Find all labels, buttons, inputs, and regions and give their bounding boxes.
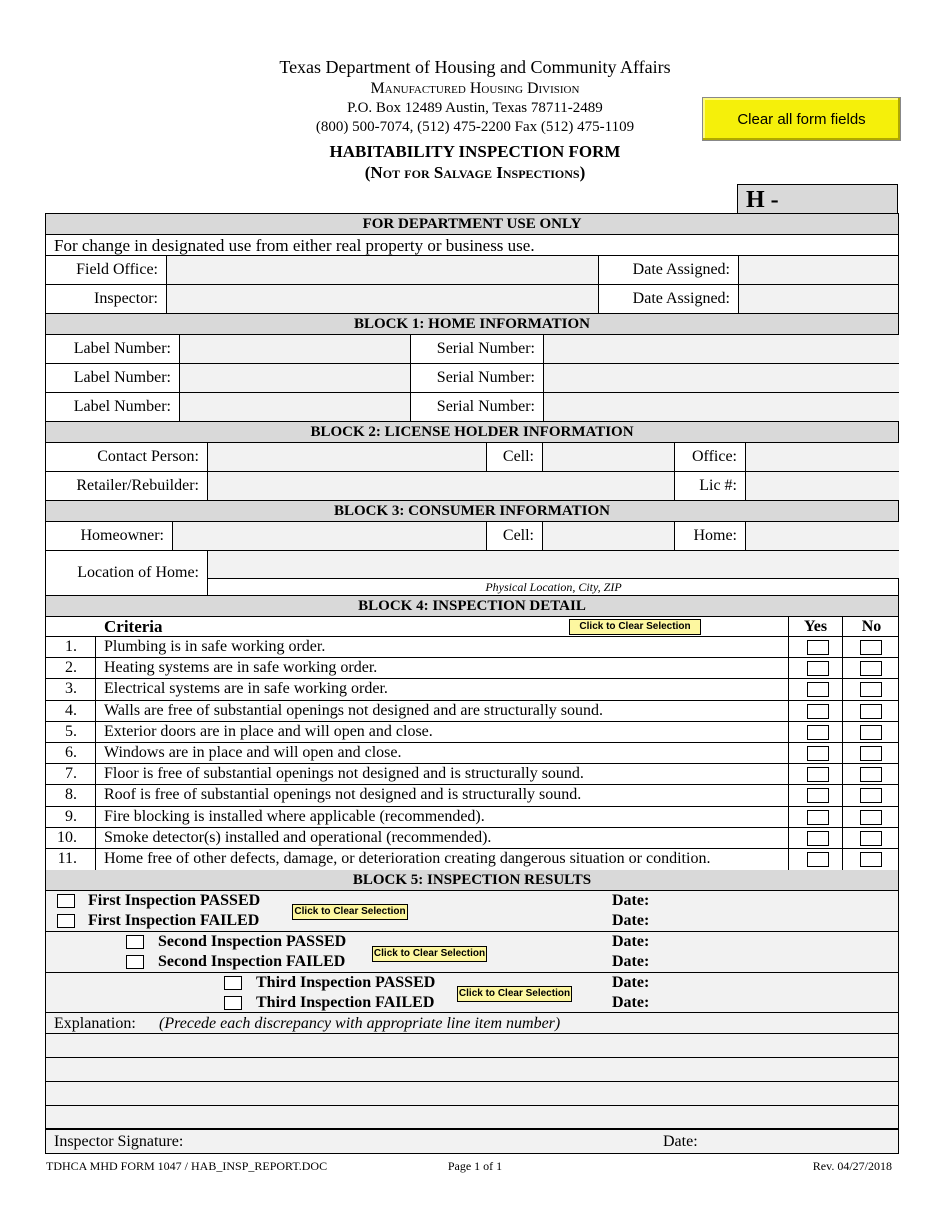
date-assigned-label-1: Date Assigned: [598,256,738,284]
agency-phones: (800) 500-7074, (512) 475-2200 Fax (512) 475-1109 [315,119,635,135]
dept-note: For change in designated use from either real property or business use. [54,236,535,255]
second-inspection-row [46,932,898,973]
criteria-number: 4. [46,701,96,721]
criteria-number: 9. [46,807,96,827]
no-checkbox[interactable] [860,746,882,761]
no-cell [843,679,900,699]
agency-name: Texas Department of Housing and Community Affairs [279,57,671,77]
criteria-text: Electrical systems are in safe working order. [104,680,388,698]
yes-checkbox[interactable] [807,640,829,655]
no-cell [843,701,900,721]
yes-cell [788,828,843,848]
yes-checkbox[interactable] [807,746,829,761]
homeowner-row [46,522,898,551]
label-number-label: Label Number: [73,398,171,415]
homeowner-label: Homeowner: [80,527,164,544]
criteria-text: Fire blocking is installed where applicable (recommended). [104,807,485,825]
footer-revision: Rev. 04/27/2018 [812,1159,892,1173]
office-input[interactable] [745,443,899,471]
inspector-row [46,285,898,314]
criteria-row [46,743,898,764]
explanation-hint: (Precede each discrepancy with appropriate line item number) [159,1015,561,1033]
label-row-3 [46,393,898,422]
block4-header: BLOCK 4: INSPECTION DETAIL [46,596,898,617]
criteria-text: Floor is free of substantial openings not designed and is structurally sound. [104,765,584,783]
criteria-row [46,764,898,785]
clear-criteria-selection-button[interactable]: Click to Clear Selection [569,619,701,635]
no-header [843,617,900,636]
criteria-text: Home free of other defects, damage, or deterioration creating dangerous situation or condition. [104,849,711,867]
no-cell [843,637,900,657]
criteria-row [46,828,898,849]
third-passed-label: Third Inspection PASSED [256,974,436,992]
yes-cell [788,743,843,763]
field-office-input[interactable] [166,256,598,284]
homeowner-input[interactable] [172,522,487,550]
form-subtitle: (Not for Salvage Inspections) [364,163,586,182]
criteria-list [46,637,898,870]
label-number-input[interactable] [179,335,411,363]
first-inspection-row [46,891,898,932]
home-phone-label: Home: [693,527,737,544]
contact-person-label: Contact Person: [97,448,199,465]
lic-input[interactable] [745,472,899,500]
no-label: No [861,618,882,635]
criteria-row [46,722,898,743]
yes-checkbox[interactable] [807,661,829,676]
criteria-number: 2. [46,658,96,678]
criteria-row [46,701,898,722]
yes-cell [788,679,843,699]
yes-checkbox[interactable] [807,704,829,719]
no-cell [843,722,900,742]
serial-number-input[interactable] [543,393,899,421]
yes-checkbox[interactable] [807,767,829,782]
yes-cell [788,637,843,657]
serial-number-label: Serial Number: [436,340,535,357]
clear-first-selection-button[interactable]: Click to Clear Selection [292,904,408,920]
retailer-label: Retailer/Rebuilder: [76,477,199,494]
no-checkbox[interactable] [860,852,882,867]
yes-checkbox[interactable] [807,788,829,803]
yes-cell [788,658,843,678]
second-passed-date-label: Date: [612,933,650,951]
third-failed-label: Third Inspection FAILED [256,994,435,1012]
explanation-line-2[interactable] [46,1058,898,1082]
criteria-number: 3. [46,679,96,699]
signature-date-label: Date: [663,1133,698,1151]
division-name: Manufactured Housing Division [370,80,580,97]
no-cell [843,828,900,848]
clear-third-selection-button[interactable]: Click to Clear Selection [457,986,572,1002]
yes-header [788,617,843,636]
license-cell-label: Cell: [502,448,534,465]
location-label: Location of Home: [77,564,199,581]
yes-cell [788,764,843,784]
agency-address: P.O. Box 12489 Austin, Texas 78711-2489 [347,100,603,116]
yes-cell [788,722,843,742]
second-passed-checkbox[interactable] [126,935,144,949]
criteria-number: 8. [46,785,96,805]
criteria-header-row [46,617,898,637]
criteria-row [46,807,898,828]
first-failed-checkbox[interactable] [57,914,75,928]
home-phone-input[interactable] [745,522,899,550]
no-cell [843,743,900,763]
office-label: Office: [691,448,737,465]
contact-row [46,443,898,472]
first-passed-label: First Inspection PASSED [88,892,261,910]
no-cell [843,807,900,827]
yes-checkbox[interactable] [807,831,829,846]
first-passed-checkbox[interactable] [57,894,75,908]
retailer-input[interactable] [207,472,675,500]
second-failed-checkbox[interactable] [126,955,144,969]
third-passed-checkbox[interactable] [224,976,242,990]
label-number-label: Label Number: [73,369,171,386]
yes-checkbox[interactable] [807,682,829,697]
no-checkbox[interactable] [860,831,882,846]
no-cell [843,764,900,784]
criteria-text: Windows are in place and will open and close. [104,743,402,761]
field-office-row [46,256,898,285]
no-checkbox[interactable] [860,725,882,740]
date-assigned-input-1[interactable] [738,256,898,284]
contact-person-input[interactable] [207,443,487,471]
no-checkbox[interactable] [860,704,882,719]
label-number-input[interactable] [179,393,411,421]
no-checkbox[interactable] [860,661,882,676]
second-failed-label: Second Inspection FAILED [158,953,346,971]
yes-checkbox[interactable] [807,725,829,740]
h-number-field[interactable]: H - [737,184,898,214]
third-passed-date-label: Date: [612,974,650,992]
inspector-label: Inspector: [94,290,158,307]
retailer-row [46,472,898,501]
criteria-label: Criteria [104,617,163,636]
second-failed-date-label: Date: [612,953,650,971]
explanation-line-1[interactable] [46,1034,898,1058]
form-title: HABITABILITY INSPECTION FORM [329,142,621,161]
yes-cell [788,701,843,721]
criteria-text: Exterior doors are in place and will open and close. [104,722,433,740]
block3-header: BLOCK 3: CONSUMER INFORMATION [46,501,898,522]
criteria-row [46,637,898,658]
date-assigned-label-2: Date Assigned: [598,285,738,313]
yes-label: Yes [803,618,828,635]
yes-checkbox[interactable] [807,810,829,825]
no-cell [843,785,900,805]
dept-note-row [46,235,898,256]
no-checkbox[interactable] [860,810,882,825]
signature-row [46,1130,898,1153]
location-hint: Physical Location, City, ZIP [207,579,899,595]
first-failed-date-label: Date: [612,912,650,930]
third-failed-date-label: Date: [612,994,650,1012]
criteria-row [46,785,898,806]
block1-header: BLOCK 1: HOME INFORMATION [46,314,898,335]
third-inspection-row [46,973,898,1013]
serial-number-input[interactable] [543,364,899,392]
criteria-text: Plumbing is in safe working order. [104,638,326,655]
criteria-number: 7. [46,764,96,784]
inspector-input[interactable] [166,285,598,313]
criteria-number: 6. [46,743,96,763]
criteria-text: Smoke detector(s) installed and operational (recommended). [104,828,492,846]
no-checkbox[interactable] [860,682,882,697]
criteria-number: 5. [46,722,96,742]
field-office-label: Field Office: [76,261,158,278]
no-cell [843,658,900,678]
label-row-1 [46,335,898,364]
clear-second-selection-button[interactable]: Click to Clear Selection [372,946,487,962]
serial-number-label: Serial Number: [436,369,535,386]
yes-checkbox[interactable] [807,852,829,867]
yes-cell [788,785,843,805]
criteria-text: Heating systems are in safe working order. [104,659,378,677]
first-failed-label: First Inspection FAILED [88,912,260,930]
lic-label: Lic #: [699,477,737,494]
no-cell [843,849,900,870]
date-assigned-input-2[interactable] [738,285,898,313]
criteria-number: 11. [46,849,96,870]
block5-header: BLOCK 5: INSPECTION RESULTS [46,870,898,891]
criteria-number: 10. [46,828,96,848]
label-row-2 [46,364,898,393]
no-checkbox[interactable] [860,640,882,655]
label-number-label: Label Number: [73,340,171,357]
criteria-row [46,658,898,679]
yes-cell [788,807,843,827]
explanation-line-4[interactable] [46,1106,898,1130]
criteria-row [46,849,898,870]
clear-all-fields-button[interactable]: Clear all form fields [702,97,901,141]
second-passed-label: Second Inspection PASSED [158,933,347,951]
first-passed-date-label: Date: [612,892,650,910]
yes-cell [788,849,843,870]
label-number-input[interactable] [179,364,411,392]
block2-header: BLOCK 2: LICENSE HOLDER INFORMATION [46,422,898,443]
third-failed-checkbox[interactable] [224,996,242,1010]
footer-form-id: TDHCA MHD FORM 1047 / HAB_INSP_REPORT.DOC [46,1159,328,1173]
no-checkbox[interactable] [860,767,882,782]
explanation-label: Explanation: [54,1015,136,1033]
dept-use-header: FOR DEPARTMENT USE ONLY [46,214,898,235]
explanation-header-row [46,1013,898,1034]
location-row [46,551,898,596]
consumer-cell-label: Cell: [502,527,534,544]
explanation-line-3[interactable] [46,1082,898,1106]
criteria-text: Roof is free of substantial openings not designed and is structurally sound. [104,786,582,804]
criteria-row [46,679,898,700]
footer-page: Page 1 of 1 [447,1159,503,1173]
location-input[interactable] [207,551,899,579]
no-checkbox[interactable] [860,788,882,803]
criteria-text: Walls are free of substantial openings not designed and are structurally sound. [104,701,604,719]
license-cell-input[interactable] [542,443,675,471]
consumer-cell-input[interactable] [542,522,675,550]
criteria-number: 1. [46,637,96,657]
serial-number-input[interactable] [543,335,899,363]
signature-label: Inspector Signature: [54,1133,184,1151]
serial-number-label: Serial Number: [436,398,535,415]
inspection-form [45,213,899,1154]
